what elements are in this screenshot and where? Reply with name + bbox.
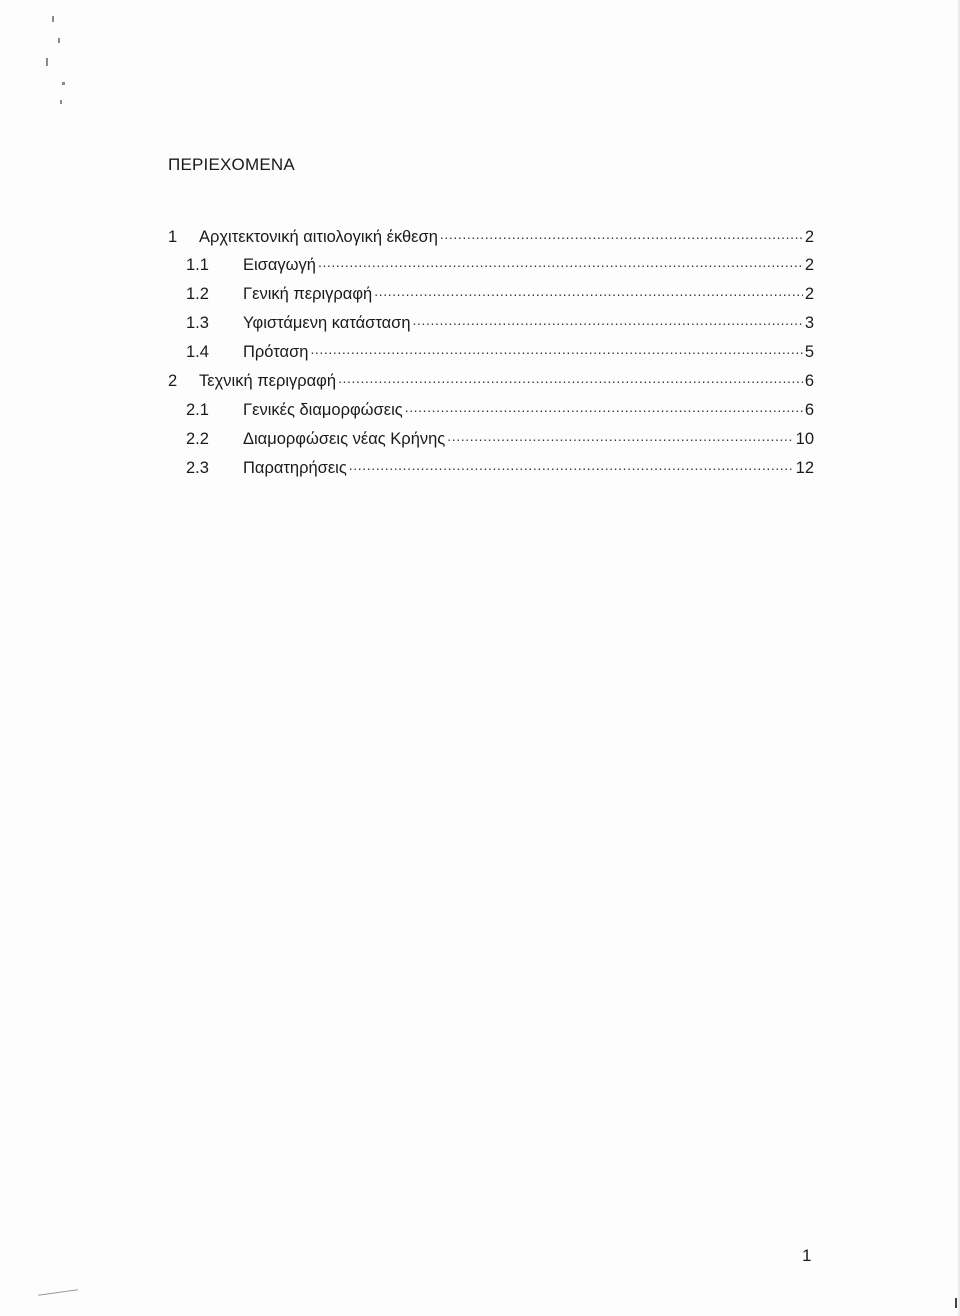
toc-entry-page: 10	[795, 429, 814, 448]
toc-entry-label: Πρόταση	[243, 343, 309, 362]
toc-entry-page: 6	[804, 400, 814, 419]
toc-entry-number: 1.2	[186, 285, 209, 304]
toc-dot-leader	[318, 254, 803, 271]
toc-entry	[168, 312, 814, 341]
toc-entry-number: 2.2	[186, 429, 209, 448]
toc-entry	[168, 398, 814, 427]
toc-entry-label: Παρατηρήσεις	[243, 458, 347, 477]
toc-dot-leader	[349, 456, 794, 473]
toc-entry-number: 2.3	[186, 458, 209, 477]
toc-dot-leader	[310, 341, 802, 358]
toc-entry	[168, 254, 814, 283]
toc-entry-number: 1	[168, 227, 178, 246]
toc-entry-page: 5	[804, 343, 814, 362]
scan-speck	[46, 58, 48, 66]
toc-entry-label: Αρχιτεκτονική αιτιολογική έκθεση	[199, 227, 438, 246]
toc-dot-leader	[447, 427, 793, 444]
toc-entry-page: 12	[795, 458, 814, 477]
toc-entry-page: 6	[804, 371, 814, 390]
toc-entry-page: 3	[804, 314, 814, 333]
toc-entry-page: 2	[804, 256, 814, 275]
scan-speck	[62, 82, 65, 85]
toc-entry-label: Γενική περιγραφή	[243, 285, 373, 304]
toc-entry-label: Υφιστάμενη κατάσταση	[243, 314, 411, 333]
toc-dot-leader	[440, 225, 803, 242]
toc-entry-label: Γενικές διαμορφώσεις	[243, 400, 403, 419]
toc-title: ΠΕΡΙΕΧΟΜΕΝΑ	[168, 155, 295, 174]
scan-mark	[38, 1289, 78, 1296]
toc-entry-page: 2	[804, 227, 814, 246]
toc-entry-label: Τεχνική περιγραφή	[199, 371, 337, 390]
table-of-contents	[168, 225, 814, 485]
toc-entry-number: 1.3	[186, 314, 209, 333]
scan-speck	[60, 100, 62, 104]
toc-entry-number: 2	[168, 371, 178, 390]
toc-entry-label: Διαμορφώσεις νέας Κρήνης	[243, 429, 446, 448]
toc-entry	[168, 341, 814, 370]
toc-dot-leader	[338, 369, 803, 386]
toc-entry-page: 2	[804, 285, 814, 304]
toc-entry	[168, 456, 814, 485]
toc-entry-label: Εισαγωγή	[243, 256, 316, 275]
toc-entry-number: 1.4	[186, 343, 209, 362]
toc-entry-number: 1.1	[186, 256, 209, 275]
toc-entry	[168, 225, 814, 254]
scan-speck	[58, 38, 60, 43]
page-number: 1	[802, 1246, 812, 1265]
scan-speck	[52, 16, 54, 22]
toc-dot-leader	[374, 283, 803, 300]
toc-dot-leader	[405, 398, 803, 415]
toc-entry	[168, 283, 814, 312]
toc-entry	[168, 369, 814, 398]
toc-entry	[168, 427, 814, 456]
toc-entry-number: 2.1	[186, 400, 209, 419]
toc-dot-leader	[413, 312, 803, 329]
